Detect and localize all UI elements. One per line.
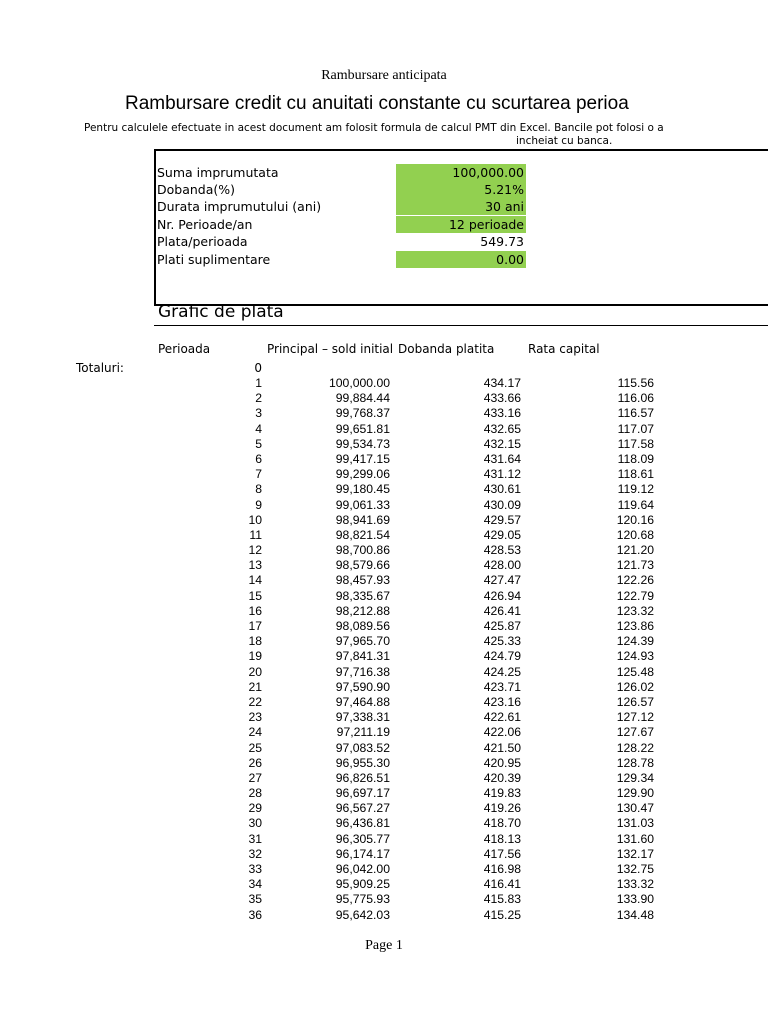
period-cell: 25	[248, 740, 262, 755]
interest-cell: 426.94	[483, 588, 521, 603]
table-row	[0, 376, 768, 391]
capital-cell: 131.60	[616, 831, 654, 846]
capital-cell: 119.64	[617, 497, 654, 512]
interest-cell: 416.41	[483, 877, 521, 892]
period-cell: 31	[248, 831, 262, 846]
period-cell: 8	[255, 482, 262, 497]
interest-cell: 432.65	[483, 421, 521, 436]
period-cell: 5	[255, 436, 262, 451]
interest-cell: 424.25	[483, 664, 521, 679]
interest-cell: 433.16	[483, 406, 521, 421]
capital-cell: 122.26	[616, 573, 654, 588]
page-number: Page 1	[365, 938, 403, 953]
period-cell: 1	[255, 376, 262, 390]
principal-cell: 96,305.77	[335, 831, 390, 846]
table-row	[0, 695, 768, 710]
capital-cell: 121.73	[616, 558, 654, 573]
interest-cell: 423.16	[483, 694, 521, 709]
capital-cell: 134.48	[616, 907, 654, 922]
table-row	[0, 816, 768, 831]
period-cell: 36	[248, 907, 262, 922]
input-value[interactable]: 12 perioade	[396, 216, 526, 233]
period-cell: 12	[248, 543, 262, 558]
input-value[interactable]: 0.00	[396, 251, 526, 268]
capital-cell: 128.22	[616, 740, 654, 755]
period-cell: 15	[248, 588, 262, 603]
principal-cell: 97,338.31	[335, 710, 390, 725]
principal-cell: 99,768.37	[335, 406, 390, 421]
principal-cell: 97,716.38	[335, 664, 390, 679]
principal-cell: 97,083.52	[335, 740, 390, 755]
principal-cell: 99,180.45	[335, 482, 390, 497]
interest-cell: 421.50	[483, 740, 521, 755]
principal-cell: 98,089.56	[335, 619, 390, 633]
principal-cell: 96,042.00	[335, 862, 390, 876]
table-row	[0, 528, 768, 543]
input-value[interactable]: 100,000.00	[396, 164, 526, 181]
interest-cell: 420.95	[483, 755, 521, 770]
description-line-2: incheiat cu banca.	[516, 135, 613, 147]
period-cell: 23	[248, 710, 262, 725]
principal-cell: 96,826.51	[335, 770, 390, 785]
capital-cell: 133.90	[616, 892, 654, 907]
input-value[interactable]: 549.73	[480, 234, 524, 249]
period-cell: 29	[248, 801, 262, 816]
table-row	[0, 589, 768, 604]
table-row	[0, 801, 768, 816]
column-header-principal: Principal – sold initial	[267, 342, 394, 356]
table-row	[0, 892, 768, 907]
period-cell: 7	[255, 467, 262, 482]
principal-cell: 96,436.81	[335, 816, 390, 831]
principal-cell: 98,335.67	[335, 588, 390, 603]
document-title: Rambursare credit cu anuitati constante cu scurtarea perioa	[125, 93, 629, 114]
period-cell: 27	[248, 770, 262, 785]
principal-cell: 95,642.03	[335, 907, 390, 922]
interest-cell: 431.12	[483, 467, 521, 482]
period-cell: 13	[248, 558, 262, 573]
capital-cell: 117.58	[617, 436, 654, 451]
interest-cell: 418.13	[483, 831, 521, 846]
principal-cell: 96,955.30	[335, 755, 390, 770]
capital-cell: 127.67	[616, 725, 654, 740]
input-label: Plata/perioada	[157, 234, 248, 249]
table-row	[0, 634, 768, 649]
period-cell: 32	[248, 846, 262, 861]
principal-cell: 99,884.44	[335, 391, 390, 406]
principal-cell: 99,061.33	[335, 497, 390, 512]
capital-cell: 115.56	[617, 376, 654, 390]
table-row	[0, 847, 768, 862]
table-row	[0, 498, 768, 513]
table-row	[0, 862, 768, 877]
period-cell: 34	[248, 877, 262, 892]
table-row	[0, 771, 768, 786]
capital-cell: 123.86	[616, 619, 654, 633]
interest-cell: 420.39	[483, 770, 521, 785]
input-label: Plati suplimentare	[157, 252, 271, 267]
interest-cell: 429.05	[483, 527, 521, 542]
table-row	[0, 908, 768, 923]
totals-label: Totaluri:	[76, 361, 124, 375]
table-row	[0, 741, 768, 756]
interest-cell: 428.53	[483, 543, 521, 558]
period-cell: 19	[248, 649, 262, 664]
period-cell: 26	[248, 755, 262, 770]
capital-cell: 126.57	[616, 694, 654, 709]
table-row	[0, 558, 768, 573]
principal-cell: 97,965.70	[335, 634, 390, 649]
principal-cell: 100,000.00	[329, 376, 390, 390]
period-cell: 21	[248, 679, 262, 694]
table-row	[0, 649, 768, 664]
table-row	[0, 543, 768, 558]
table-row	[0, 665, 768, 680]
table-row	[0, 406, 768, 421]
section-divider	[154, 325, 768, 326]
principal-cell: 99,417.15	[335, 451, 390, 466]
period-cell: 35	[248, 892, 262, 907]
capital-cell: 120.68	[616, 527, 654, 542]
table-row	[0, 437, 768, 452]
period-cell: 22	[248, 694, 262, 709]
period-cell: 28	[248, 786, 262, 801]
principal-cell: 97,211.19	[336, 725, 390, 740]
capital-cell: 129.90	[616, 786, 654, 801]
table-row	[0, 513, 768, 528]
capital-cell: 126.02	[616, 679, 654, 694]
principal-cell: 99,534.73	[335, 436, 390, 451]
interest-cell: 425.33	[483, 634, 521, 649]
table-row	[0, 422, 768, 437]
interest-cell: 422.61	[483, 710, 521, 725]
principal-cell: 97,841.31	[335, 649, 390, 664]
interest-cell: 417.56	[483, 846, 521, 861]
period-cell: 10	[248, 512, 262, 527]
capital-cell: 132.75	[616, 862, 654, 876]
period-cell: 16	[248, 603, 262, 618]
interest-cell: 419.26	[483, 801, 521, 816]
interest-cell: 434.17	[483, 376, 521, 390]
principal-cell: 98,457.93	[335, 573, 390, 588]
principal-cell: 95,909.25	[335, 877, 390, 892]
interest-cell: 415.25	[483, 907, 521, 922]
table-row	[0, 604, 768, 619]
capital-cell: 128.78	[616, 755, 654, 770]
input-label: Dobanda(%)	[157, 182, 236, 197]
capital-cell: 116.06	[617, 391, 654, 406]
principal-cell: 96,567.27	[335, 801, 390, 816]
period-cell: 17	[248, 619, 262, 633]
period-cell: 4	[255, 421, 262, 436]
interest-cell: 428.00	[483, 558, 521, 573]
principal-cell: 98,212.88	[335, 603, 390, 618]
capital-cell: 130.47	[616, 801, 654, 816]
table-row	[0, 832, 768, 847]
interest-cell: 433.66	[483, 391, 521, 406]
period-cell: 20	[248, 664, 262, 679]
column-header-rata-capital: Rata capital	[528, 342, 600, 356]
capital-cell: 124.39	[616, 634, 654, 649]
period-cell: 30	[248, 816, 262, 831]
capital-cell: 120.16	[616, 512, 654, 527]
capital-cell: 118.09	[617, 451, 654, 466]
interest-cell: 415.83	[483, 892, 521, 907]
principal-cell: 98,941.69	[335, 512, 390, 527]
table-row	[0, 680, 768, 695]
interest-cell: 423.71	[483, 679, 521, 694]
table-row	[0, 391, 768, 406]
interest-cell: 422.06	[483, 725, 521, 740]
interest-cell: 432.15	[483, 436, 521, 451]
interest-cell: 430.09	[483, 497, 521, 512]
period-cell: 9	[255, 497, 262, 512]
principal-cell: 98,700.86	[335, 543, 390, 558]
input-label: Suma imprumutata	[157, 165, 279, 180]
capital-cell: 129.34	[616, 770, 654, 785]
capital-cell: 131.03	[616, 816, 654, 831]
interest-cell: 424.79	[483, 649, 521, 664]
period-cell: 18	[248, 634, 262, 649]
column-header-perioada: Perioada	[158, 342, 211, 356]
period-cell: 3	[255, 406, 262, 421]
table-row	[0, 786, 768, 801]
period-cell: 14	[248, 573, 262, 588]
table-row	[0, 467, 768, 482]
section-title: Grafic de plata	[158, 302, 284, 322]
description-line-1: Pentru calculele efectuate in acest document am folosit formula de calcul PMT din Excel. Bancile pot folosi o a	[84, 122, 664, 134]
capital-cell: 118.61	[617, 467, 654, 482]
principal-cell: 99,299.06	[335, 467, 390, 482]
table-row	[0, 482, 768, 497]
input-value[interactable]: 30 ani	[396, 198, 526, 215]
principal-cell: 96,697.17	[335, 786, 390, 801]
input-label: Nr. Perioade/an	[157, 217, 253, 232]
interest-cell: 425.87	[483, 619, 521, 633]
capital-cell: 119.12	[617, 482, 654, 497]
capital-cell: 132.17	[616, 846, 654, 861]
period-cell: 6	[255, 451, 262, 466]
payment-schedule-table	[0, 376, 768, 923]
table-row	[0, 710, 768, 725]
capital-cell: 125.48	[616, 664, 654, 679]
principal-cell: 96,174.17	[335, 846, 390, 861]
period-cell: 24	[248, 725, 262, 740]
input-value[interactable]: 5.21%	[396, 181, 526, 198]
principal-cell: 97,464.88	[335, 694, 390, 709]
table-row	[0, 877, 768, 892]
interest-cell: 418.70	[483, 816, 521, 831]
input-label: Durata imprumutului (ani)	[157, 199, 322, 214]
table-row	[0, 573, 768, 588]
capital-cell: 117.07	[617, 421, 654, 436]
table-row	[0, 725, 768, 740]
interest-cell: 416.98	[483, 862, 521, 876]
capital-cell: 122.79	[616, 588, 654, 603]
interest-cell: 430.61	[483, 482, 521, 497]
principal-cell: 98,821.54	[335, 527, 390, 542]
capital-cell: 116.57	[617, 406, 654, 421]
principal-cell: 98,579.66	[335, 558, 390, 573]
period-cell: 11	[249, 527, 262, 542]
interest-cell: 429.57	[483, 512, 521, 527]
interest-cell: 419.83	[483, 786, 521, 801]
principal-cell: 97,590.90	[335, 679, 390, 694]
principal-cell: 95,775.93	[335, 892, 390, 907]
capital-cell: 121.20	[616, 543, 654, 558]
principal-cell: 99,651.81	[335, 421, 390, 436]
page-header: Rambursare anticipata	[321, 68, 447, 83]
interest-cell: 427.47	[483, 573, 521, 588]
capital-cell: 127.12	[616, 710, 654, 725]
capital-cell: 133.32	[616, 877, 654, 892]
interest-cell: 426.41	[483, 603, 521, 618]
capital-cell: 124.93	[616, 649, 654, 664]
initial-period: 0	[254, 361, 262, 375]
column-header-dobanda: Dobanda platita	[398, 342, 495, 356]
table-row	[0, 619, 768, 634]
period-cell: 2	[255, 391, 262, 406]
table-row	[0, 452, 768, 467]
interest-cell: 431.64	[483, 451, 521, 466]
period-cell: 33	[248, 862, 262, 876]
table-row	[0, 756, 768, 771]
capital-cell: 123.32	[616, 603, 654, 618]
